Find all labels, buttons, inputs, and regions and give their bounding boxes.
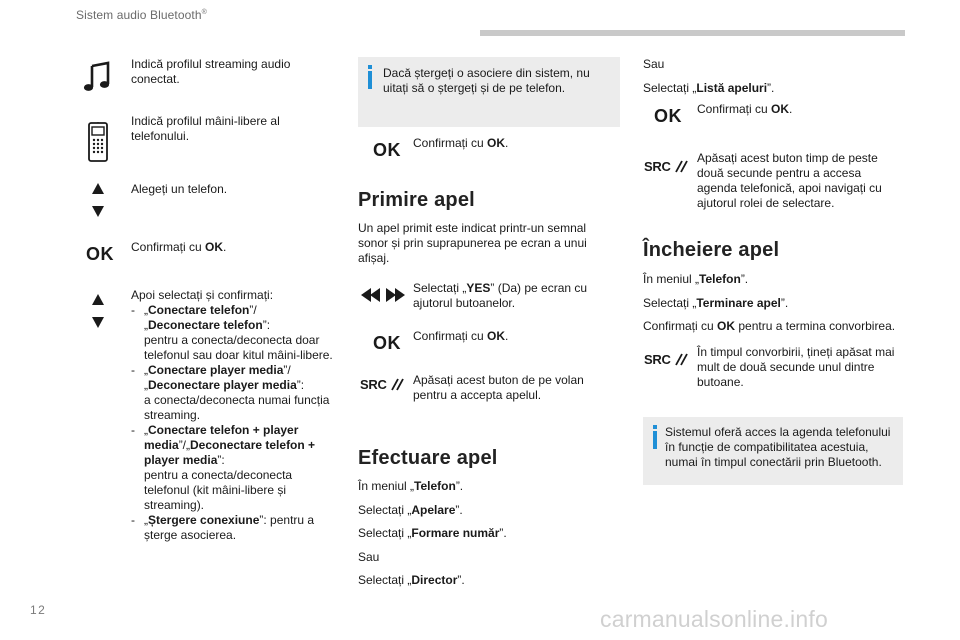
src-phonebook-text: Apăsați acest buton timp de peste două secunde pentru a accesa agenda telefonică, apoi navigați cu ajutorul rolei de selectare. xyxy=(697,151,882,210)
select-formare-numar-text: Selectați „Formare număr”. xyxy=(358,526,507,540)
ok-button-icon: OK xyxy=(373,139,401,160)
select-apelare-text: Selectați „Apelare”. xyxy=(358,503,463,517)
select-end-call-text: Selectați „Terminare apel”. xyxy=(643,296,789,310)
mobile-phone-icon xyxy=(84,120,112,164)
item-choose-phone: Alegeți un telefon. xyxy=(131,182,228,196)
info-note xyxy=(358,57,620,127)
music-note-icon xyxy=(80,58,116,94)
or-text: Sau xyxy=(358,550,380,564)
list-item: - „Conectare telefon”/ „Deconectare telefon”: pentru a conecta/deconecta doar telefonul sau doar kitul mâini-libere. xyxy=(131,303,333,362)
ok-button-icon: OK xyxy=(373,332,401,353)
options-intro: Apoi selectați și confirmați: xyxy=(131,288,274,302)
heading-end-call: Încheiere apel xyxy=(643,239,780,261)
info-icon xyxy=(368,71,372,89)
src-phone-button-icon: SRC xyxy=(644,351,689,367)
page-number: 12 xyxy=(30,603,47,617)
info-icon xyxy=(653,431,657,449)
select-call-list-text: Selectați „Listă apeluri”. xyxy=(643,81,775,95)
left-right-arrows-icon xyxy=(360,284,406,306)
confirm-ok-text: Confirmați cu OK. xyxy=(413,329,509,343)
menu-telefon-text: În meniul „Telefon”. xyxy=(643,272,749,286)
src-accept-call-text: Apăsați acest buton de pe volan pentru a accepta apelul. xyxy=(413,373,584,402)
list-item: - „Conectare player media”/ „Deconectare player media”: a conecta/deconecta numai funcția streaming. xyxy=(131,363,330,422)
list-item: - „Conectare telefon + player media”/„Deconectare telefon + player media”: pentru a conecta/deconecta telefonul (kit mâini-libere și streaming). xyxy=(131,423,316,512)
heading-make-call: Efectuare apel xyxy=(358,447,498,469)
heading-receive-call: Primire apel xyxy=(358,189,475,211)
connection-options-list xyxy=(131,288,336,543)
confirm-end-call-text: Confirmați cu OK pentru a termina convorbirea. xyxy=(643,319,896,333)
or-text: Sau xyxy=(643,57,665,71)
info-note-text: Sistemul oferă acces la agenda telefonului în funcție de compatibilitatea acestuia, numai în timpul conectării prin Bluetooth. xyxy=(665,425,891,469)
list-item: - „Ștergere conexiune”: pentru a șterge asocierea. xyxy=(131,513,315,542)
header-rule xyxy=(480,30,905,36)
info-note xyxy=(643,417,903,485)
info-note-text: Dacă ștergeți o asociere din sistem, nu uitați să o ștergeți și de pe telefon. xyxy=(383,66,590,95)
confirm-ok-text: Confirmați cu OK. xyxy=(697,102,793,116)
receive-call-text: Un apel primit este indicat printr-un semnal sonor și prin suprapunerea pe ecran a unui afișaj. xyxy=(358,221,587,265)
item-handsfree-profile: Indică profilul mâini-libere al telefonului. xyxy=(131,114,280,143)
watermark: carmanualsonline.info xyxy=(600,606,828,632)
src-phone-button-icon: SRC xyxy=(360,376,405,392)
ok-button-icon: OK xyxy=(654,105,682,126)
select-director-text: Selectați „Director”. xyxy=(358,573,465,587)
src-hold-text: În timpul convorbirii, țineți apăsat mai mult de două secunde unul dintre butoane. xyxy=(697,345,895,389)
src-phone-button-icon: SRC xyxy=(644,158,689,174)
confirm-ok-text: Confirmați cu OK. xyxy=(413,136,509,150)
up-down-arrows-icon xyxy=(86,291,110,331)
up-down-arrows-icon xyxy=(86,180,110,220)
select-yes-text: Selectați „YES” (Da) pe ecran cu ajutorul butoanelor. xyxy=(413,281,588,310)
ok-button-icon: OK xyxy=(86,243,114,264)
item-audio-profile: Indică profilul streaming audio conectat. xyxy=(131,57,291,86)
menu-telefon-text: În meniul „Telefon”. xyxy=(358,479,464,493)
page-header-title: Sistem audio Bluetooth® xyxy=(76,8,207,22)
item-confirm-ok: Confirmați cu OK. xyxy=(131,240,227,254)
